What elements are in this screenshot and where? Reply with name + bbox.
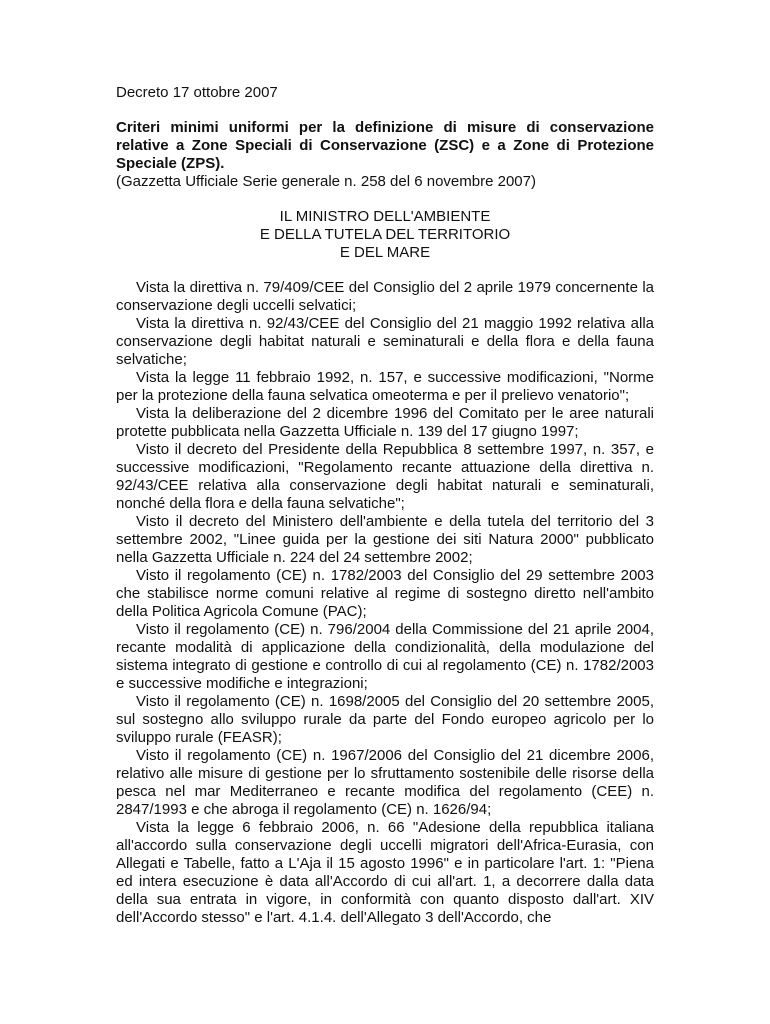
decree-title: Criteri minimi uniformi per la definizione di misure di conservazione relative a Zone Speciali di Conservazione (ZSC) e a Zone di Protezione Speciale (ZPS). [116, 119, 654, 172]
preamble-paragraph: Visto il regolamento (CE) n. 796/2004 della Commissione del 21 aprile 2004, recante modalità di applicazione della condizionalità, della modulazione del sistema integrato di gestione e controllo di cui al regolamento (CE) n. 1782/2003 e successive modifiche e integrazioni; [116, 621, 654, 692]
issuer-line: IL MINISTRO DELL'AMBIENTE [279, 208, 491, 225]
decree-date: Decreto 17 ottobre 2007 [116, 84, 278, 101]
issuer-line: E DEL MARE [339, 244, 431, 261]
preamble-paragraph: Visto il regolamento (CE) n. 1967/2006 del Consiglio del 21 dicembre 2006, relativo alle misure di gestione per lo sfruttamento sostenibile delle risorse della pesca nel mar Mediterraneo e recante modifica del regolamento (CEE) n. 2847/1993 e che abroga il regolamento (CE) n. 1626/94; [116, 747, 654, 818]
issuer-line: E DELLA TUTELA DEL TERRITORIO [259, 226, 511, 243]
preamble-paragraph: Vista la deliberazione del 2 dicembre 1996 del Comitato per le aree naturali protette pubblicata nella Gazzetta Ufficiale n. 139 del 17 giugno 1997; [116, 405, 654, 440]
preamble-paragraph: Vista la legge 11 febbraio 1992, n. 157, e successive modificazioni, "Norme per la protezione della fauna selvatica omeoterma e per il prelievo venatorio"; [116, 369, 654, 404]
preamble [116, 279, 654, 927]
preamble-paragraph: Visto il decreto del Ministero dell'ambiente e della tutela del territorio del 3 settembre 2002, "Linee guida per la gestione dei siti Natura 2000" pubblicato nella Gazzetta Ufficiale n. 224 del 24 settembre 2002; [116, 513, 654, 566]
preamble-paragraph: Vista la direttiva n. 92/43/CEE del Consiglio del 21 maggio 1992 relativa alla conservazione degli habitat naturali e seminaturali e della flora e della fauna selvatiche; [116, 315, 654, 368]
gazette-reference: (Gazzetta Ufficiale Serie generale n. 258 del 6 novembre 2007) [116, 173, 536, 190]
preamble-paragraph: Visto il regolamento (CE) n. 1698/2005 del Consiglio del 20 settembre 2005, sul sostegno allo sviluppo rurale da parte del Fondo europeo agricolo per lo sviluppo rurale (FEASR); [116, 693, 654, 746]
preamble-paragraph: Vista la legge 6 febbraio 2006, n. 66 "Adesione della repubblica italiana all'accordo sulla conservazione degli uccelli migratori dell'Africa-Eurasia, con Allegati e Tabelle, fatto a L'Aja il 15 agosto 1996" e in particolare l'art. 1: "Piena ed intera esecuzione è data all'Accordo di cui all'art. 1, a decorrere dalla data della sua entrata in vigore, in conformità con quanto disposto dall'art. XIV dell'Accordo stesso" e l'art. 4.1.4. dell'Allegato 3 dell'Accordo, che [116, 819, 654, 926]
preamble-paragraph: Visto il regolamento (CE) n. 1782/2003 del Consiglio del 29 settembre 2003 che stabilisce norme comuni relative al regime di sostegno diretto nell'ambito della Politica Agricola Comune (PAC); [116, 567, 654, 620]
issuer-heading [116, 208, 654, 262]
preamble-paragraph: Visto il decreto del Presidente della Repubblica 8 settembre 1997, n. 357, e successive modificazioni, "Regolamento recante attuazione della direttiva n. 92/43/CEE relativa alla conservazione degli habitat naturali e seminaturali, nonché della flora e della fauna selvatiche"; [116, 441, 654, 512]
preamble-paragraph: Vista la direttiva n. 79/409/CEE del Consiglio del 2 aprile 1979 concernente la conservazione degli uccelli selvatici; [116, 279, 654, 314]
